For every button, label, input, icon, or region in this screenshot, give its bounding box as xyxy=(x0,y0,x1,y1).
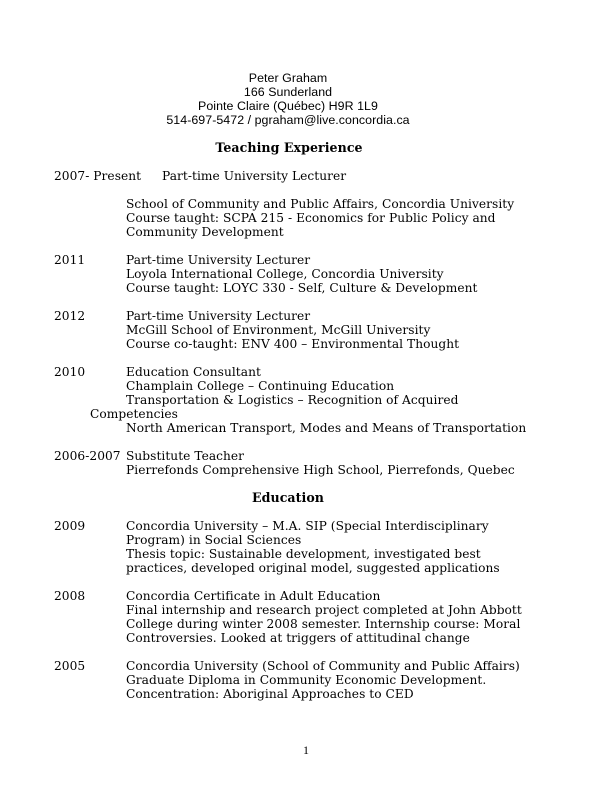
entry-title: Part-time University Lecturer xyxy=(162,169,347,183)
entry-line: Course co-taught: ENV 400 – Environmental Thought xyxy=(126,337,460,351)
entry-line: Community Development xyxy=(126,225,284,239)
entry-line: Course taught: LOYC 330 - Self, Culture & Development xyxy=(126,281,478,295)
entry-line: Competencies xyxy=(90,407,178,421)
entry-line: Substitute Teacher xyxy=(126,449,245,463)
entry-line: Program) in Social Sciences xyxy=(126,533,302,547)
entry-line: Champlain College – Continuing Education xyxy=(126,379,395,393)
entry-date: 2005 xyxy=(54,659,86,673)
entry-date: 2011 xyxy=(54,253,86,267)
entry-line: Concordia University (School of Community and Public Affairs) xyxy=(126,659,520,673)
entry-line: Part-time University Lecturer xyxy=(126,309,311,323)
entry-line: McGill School of Environment, McGill University xyxy=(126,323,431,337)
entry-line: Concentration: Aboriginal Approaches to CED xyxy=(126,687,414,701)
entry-line: Pierrefonds Comprehensive High School, Pierrefonds, Quebec xyxy=(126,463,515,477)
entry-date: 2010 xyxy=(54,365,86,379)
entry-line: Course taught: SCPA 215 - Economics for Public Policy and xyxy=(126,211,496,225)
entry-line: Part-time University Lecturer xyxy=(126,253,311,267)
entry-line: School of Community and Public Affairs, Concordia University xyxy=(126,197,515,211)
phone-email: 514-697-5472 / pgraham@live.concordia.ca xyxy=(166,113,410,127)
street-address: 166 Sunderland xyxy=(243,85,333,99)
entry-line: Final internship and research project completed at John Abbott xyxy=(126,603,522,617)
page-number: 1 xyxy=(302,743,310,757)
entry-date: 2007- Present xyxy=(54,169,142,183)
entry-line: Transportation & Logistics – Recognition of Acquired xyxy=(126,393,459,407)
entry-line: Concordia University – M.A. SIP (Special Interdisciplinary xyxy=(126,519,489,533)
entry-date: 2012 xyxy=(54,309,86,323)
entry-line: Loyola International College, Concordia University xyxy=(126,267,444,281)
entry-date: 2006-2007 xyxy=(54,449,121,463)
entry-line: North American Transport, Modes and Means of Transportation xyxy=(126,421,527,435)
author-name: Peter Graham xyxy=(248,71,328,85)
entry-line: Controversies. Looked at triggers of attitudinal change xyxy=(126,631,470,645)
entry-date: 2009 xyxy=(54,519,86,533)
entry-line: Education Consultant xyxy=(126,365,261,379)
entry-line: Graduate Diploma in Community Economic Development. xyxy=(126,673,487,687)
entry-line: Concordia Certificate in Adult Education xyxy=(126,589,381,603)
entry-line: Thesis topic: Sustainable development, investigated best xyxy=(126,547,481,561)
entry-date: 2008 xyxy=(54,589,86,603)
education-heading: Education xyxy=(252,490,324,505)
city-address: Pointe Claire (Québec) H9R 1L9 xyxy=(198,99,378,113)
entry-line: College during winter 2008 semester. Internship course: Moral xyxy=(126,617,521,631)
entry-line: practices, developed original model, suggested applications xyxy=(126,561,500,575)
teaching-heading: Teaching Experience xyxy=(215,140,363,155)
